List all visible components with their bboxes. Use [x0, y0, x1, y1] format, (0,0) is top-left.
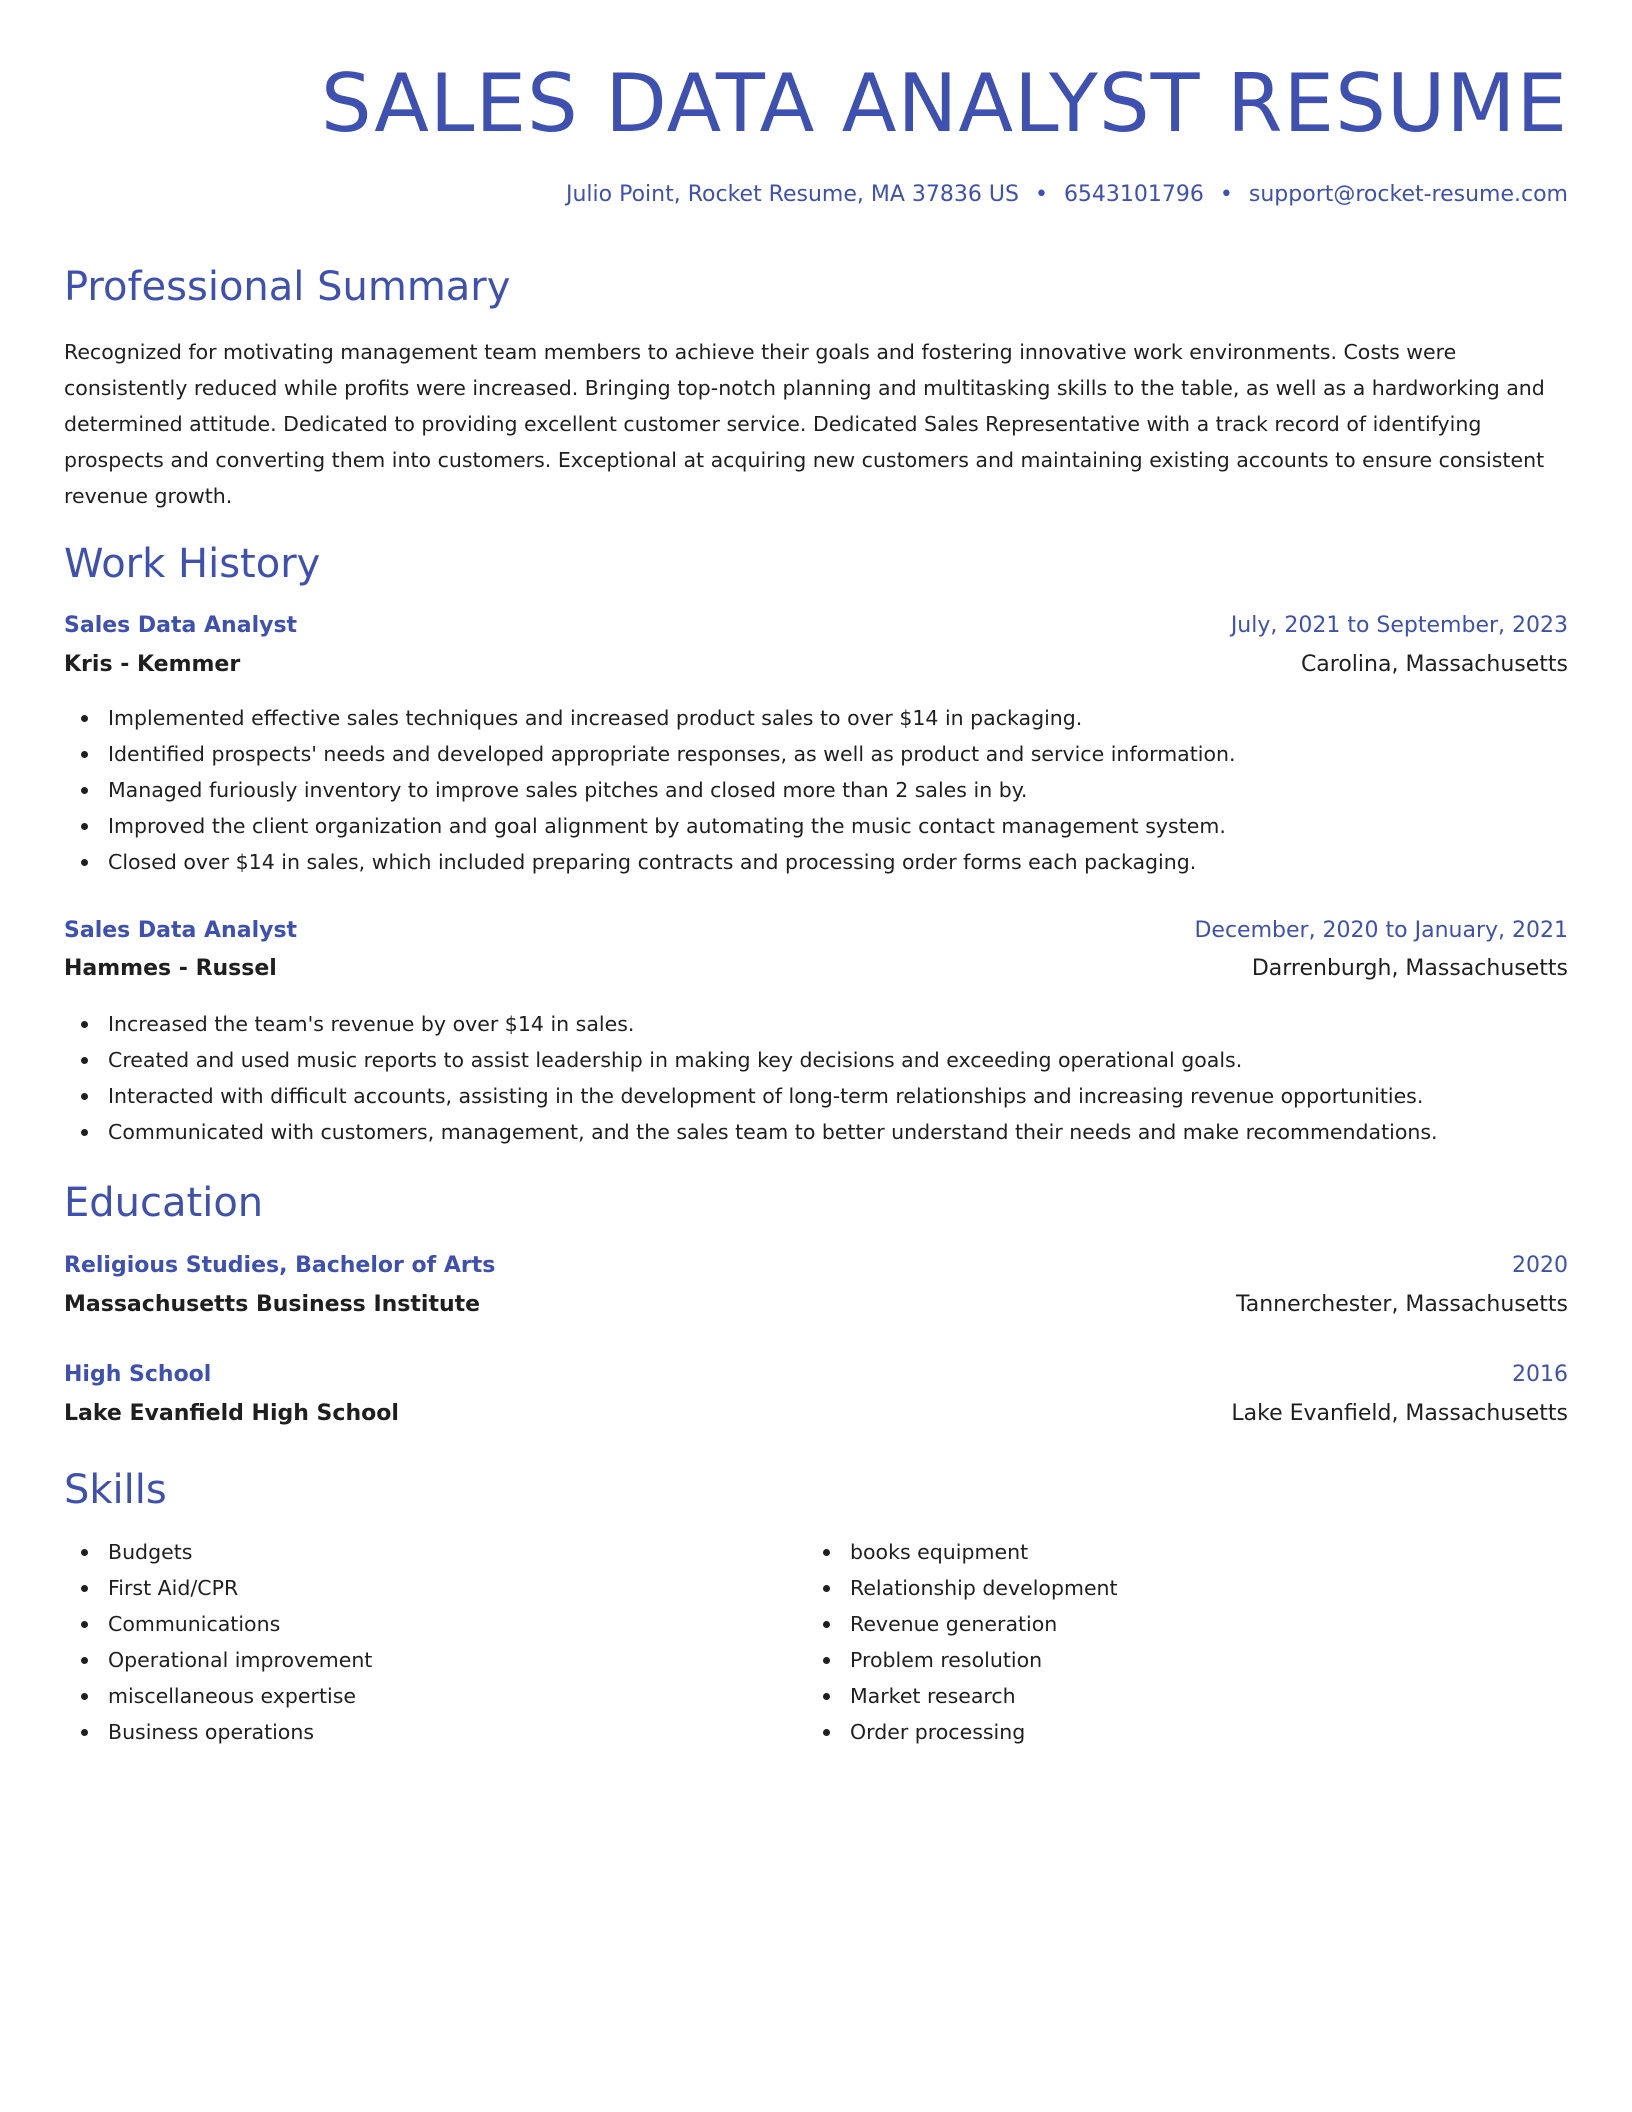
- summary-text: Recognized for motivating management team members to achieve their goals and fostering innovative work environments. Costs were consistently reduced while profits were increased. Bringing top-notch planning and multitasking skills to the table, as well as a hardworking and determined attitude. Dedicated to providing excellent customer service. Dedicated Sales Representative with a track record of identifying prospects and converting them into customers. Exceptional at acquiring new customers and maintaining existing accounts to ensure consistent revenue growth.: [64, 340, 1545, 508]
- list-item: Increased the team's revenue by over $14 in sales.: [64, 1006, 1568, 1042]
- job-dates: December, 2020 to January, 2021: [1194, 918, 1568, 943]
- section-title-summary: Professional Summary: [64, 264, 511, 310]
- job-dates: July, 2021 to September, 2023: [1230, 613, 1568, 638]
- list-item: Managed furiously inventory to improve sales pitches and closed more than 2 sales in by.: [64, 772, 1568, 808]
- list-item: Budgets: [64, 1534, 764, 1570]
- section-title-education: Education: [64, 1180, 264, 1226]
- list-item: Interacted with difficult accounts, assisting in the development of long-term relationships and increasing revenue opportunities.: [64, 1078, 1568, 1114]
- contact-phone: 6543101796: [1063, 182, 1204, 207]
- list-item: Communicated with customers, management, and the sales team to better understand their needs and make recommendations.: [64, 1114, 1568, 1150]
- job-company: Hammes - Russel: [64, 956, 277, 981]
- education-degree: Religious Studies, Bachelor of Arts: [64, 1253, 496, 1278]
- list-item: First Aid/CPR: [64, 1570, 764, 1606]
- list-item: Improved the client organization and goal alignment by automating the music contact management system.: [64, 808, 1568, 844]
- list-item: Business operations: [64, 1714, 764, 1750]
- education-degree: High School: [64, 1362, 212, 1387]
- list-item: Identified prospects' needs and developed appropriate responses, as well as product and service information.: [64, 736, 1568, 772]
- list-item: Communications: [64, 1606, 764, 1642]
- education-header: [64, 1357, 1568, 1393]
- list-item: Revenue generation: [806, 1606, 1506, 1642]
- job-header: [64, 913, 1568, 949]
- job-subheader: [64, 951, 1568, 987]
- list-item: Order processing: [806, 1714, 1506, 1750]
- job-title: Sales Data Analyst: [64, 918, 298, 943]
- contact-separator: •: [1219, 182, 1233, 207]
- job-location: Darrenburgh, Massachusetts: [1251, 956, 1568, 981]
- job-location: Carolina, Massachusetts: [1300, 652, 1568, 677]
- education-location: Lake Evanfield, Massachusetts: [1231, 1401, 1568, 1426]
- list-item: books equipment: [806, 1534, 1506, 1570]
- education-school: Massachusetts Business Institute: [64, 1292, 481, 1317]
- job-company: Kris - Kemmer: [64, 652, 241, 677]
- list-item: Closed over $14 in sales, which included preparing contracts and processing order forms each packaging.: [64, 844, 1568, 880]
- resume-page: [64, 0, 1568, 2112]
- contact-address: Julio Point, Rocket Resume, MA 37836 US: [566, 182, 1019, 207]
- education-school: Lake Evanfield High School: [64, 1401, 399, 1426]
- contact-email: support@rocket-resume.com: [1248, 182, 1568, 207]
- education-subheader: [64, 1396, 1568, 1432]
- education-year: 2020: [1512, 1253, 1568, 1278]
- list-item: Problem resolution: [806, 1642, 1506, 1678]
- skills-list-right: [806, 1534, 1506, 1750]
- list-item: Market research: [806, 1678, 1506, 1714]
- job-bullets: [64, 700, 1568, 880]
- education-year: 2016: [1512, 1362, 1568, 1387]
- list-item: miscellaneous expertise: [64, 1678, 764, 1714]
- section-title-skills: Skills: [64, 1467, 167, 1513]
- skills-list-left: [64, 1534, 764, 1750]
- contact-separator: •: [1034, 182, 1048, 207]
- education-location: Tannerchester, Massachusetts: [1235, 1292, 1568, 1317]
- list-item: Operational improvement: [64, 1642, 764, 1678]
- resume-title: SALES DATA ANALYST RESUME: [320, 57, 1568, 150]
- list-item: Created and used music reports to assist leadership in making key decisions and exceeding operational goals.: [64, 1042, 1568, 1078]
- job-bullets: [64, 1006, 1568, 1150]
- job-subheader: [64, 647, 1568, 683]
- section-title-work: Work History: [64, 541, 321, 587]
- list-item: Implemented effective sales techniques and increased product sales to over $14 in packaging.: [64, 700, 1568, 736]
- education-header: [64, 1248, 1568, 1284]
- education-subheader: [64, 1287, 1568, 1323]
- job-title: Sales Data Analyst: [64, 613, 298, 638]
- list-item: Relationship development: [806, 1570, 1506, 1606]
- job-header: [64, 608, 1568, 644]
- contact-line: [566, 180, 1568, 210]
